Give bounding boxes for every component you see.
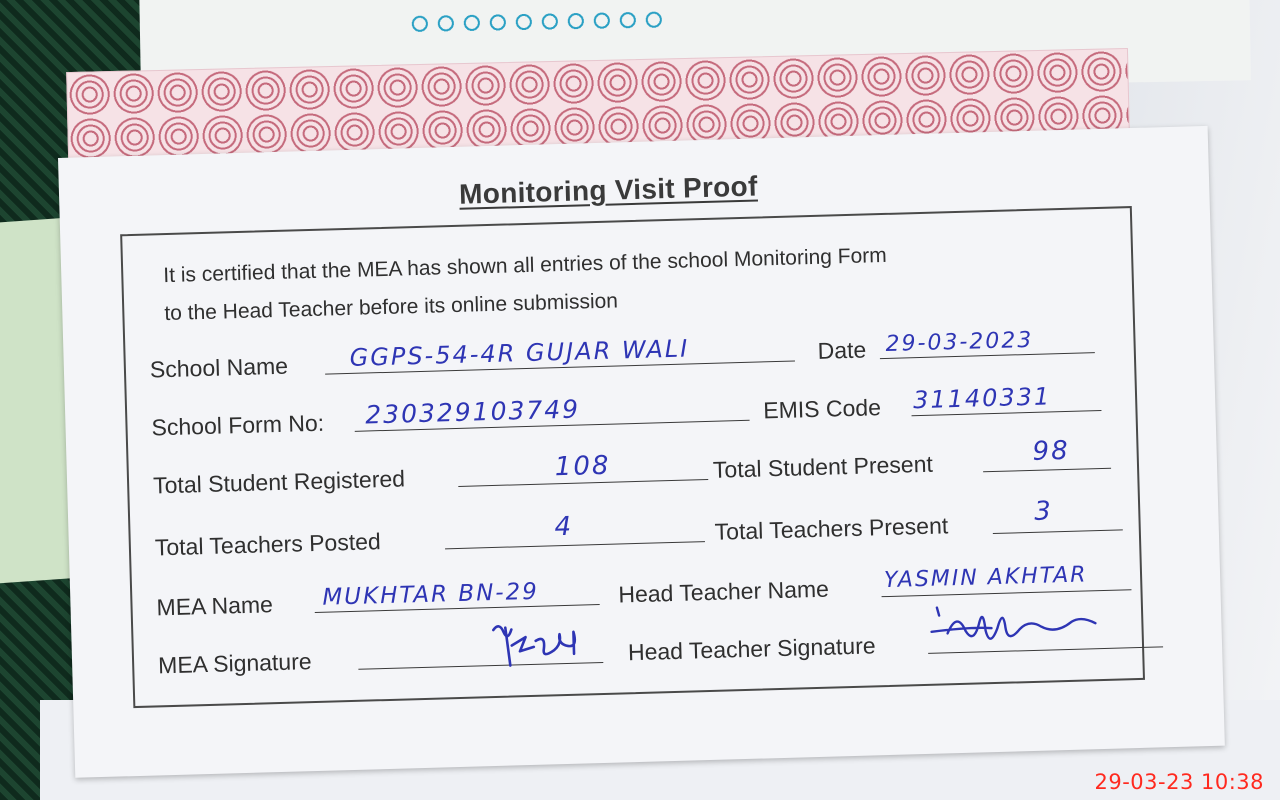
total-student-registered-value: 108 xyxy=(554,450,611,483)
head-teacher-signature-label: Head Teacher Signature xyxy=(627,632,876,666)
date-value: 29-03-2023 xyxy=(885,327,1034,357)
row-students xyxy=(153,437,1114,504)
statement-line-2: to the Head Teacher before its online submission xyxy=(164,289,619,326)
total-teachers-present-line xyxy=(993,529,1123,534)
total-teachers-present-value: 3 xyxy=(1033,496,1054,527)
form-title: Monitoring Visit Proof xyxy=(458,170,759,210)
school-form-no-label: School Form No: xyxy=(151,409,325,441)
total-student-present-value: 98 xyxy=(1032,435,1071,467)
blue-ornament-border xyxy=(410,4,670,39)
total-teachers-posted-value: 4 xyxy=(554,511,574,543)
total-teachers-present-label: Total Teachers Present xyxy=(714,512,949,545)
camera-timestamp: 29-03-23 10:38 xyxy=(1094,770,1264,794)
row-school-name-date xyxy=(149,321,1110,388)
total-student-present-label: Total Student Present xyxy=(712,450,934,483)
total-student-present-line xyxy=(983,468,1111,473)
mea-signature-label: MEA Signature xyxy=(157,648,312,679)
row-signatures xyxy=(158,617,1119,684)
emis-code-label: EMIS Code xyxy=(762,394,882,424)
school-form-no-value: 230329103749 xyxy=(364,394,581,430)
emis-code-value: 31140331 xyxy=(912,382,1052,415)
head-teacher-name-value: YASMIN AKHTAR xyxy=(883,562,1088,594)
total-student-registered-label: Total Student Registered xyxy=(152,465,406,499)
total-teachers-posted-line xyxy=(445,541,705,549)
school-name-value: GGPS-54-4R GUJAR WALI xyxy=(349,334,690,372)
total-teachers-posted-label: Total Teachers Posted xyxy=(154,528,382,561)
head-teacher-name-label: Head Teacher Name xyxy=(618,575,830,608)
mea-name-value: MUKHTAR BN-29 xyxy=(322,578,540,611)
form-frame xyxy=(120,206,1145,708)
statement-line-1: It is certified that the MEA has shown all entries of the school Monitoring Form xyxy=(163,243,888,288)
date-label: Date xyxy=(817,336,867,364)
row-form-no-emis xyxy=(151,379,1112,446)
school-name-label: School Name xyxy=(149,352,289,383)
mea-signature-scribble xyxy=(487,617,608,674)
monitoring-visit-proof-form xyxy=(58,126,1225,778)
head-teacher-signature-scribble xyxy=(927,597,1118,652)
certification-statement xyxy=(163,232,1065,333)
mea-name-label: MEA Name xyxy=(156,591,274,621)
row-teachers xyxy=(154,496,1115,566)
